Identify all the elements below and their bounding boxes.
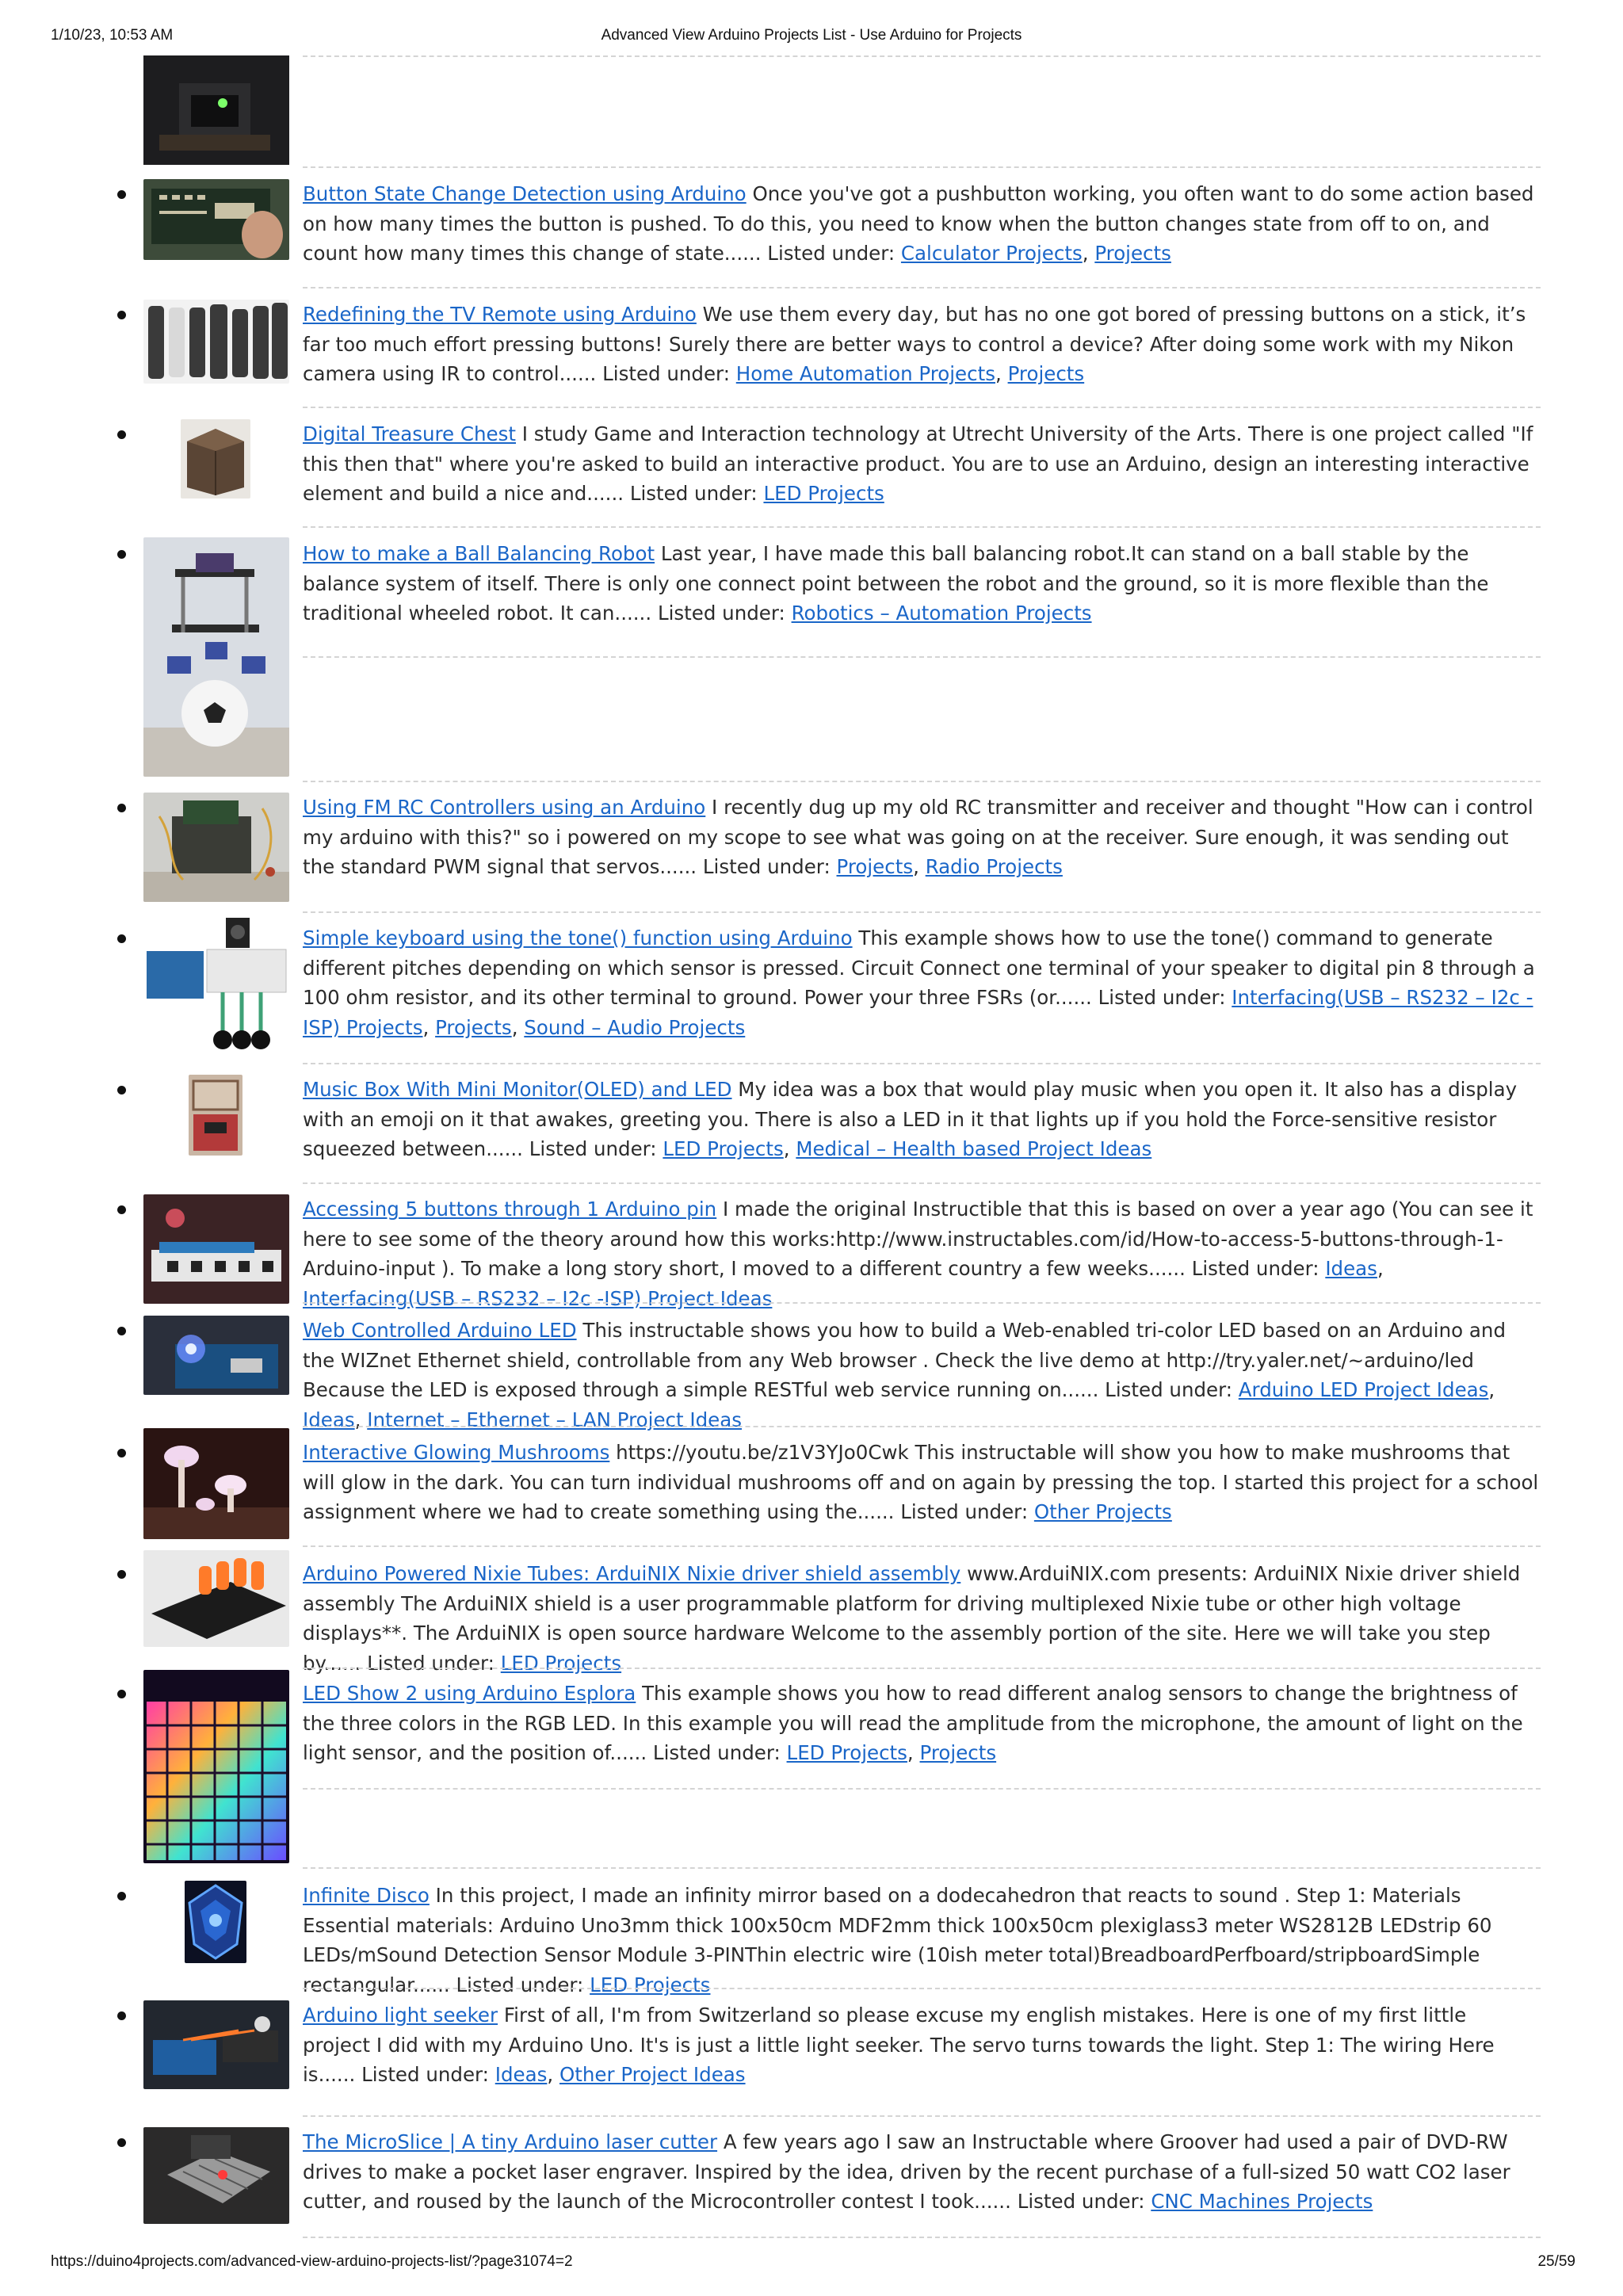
bullet [117, 1690, 126, 1698]
project-excerpt: A few years ago I saw an Instructable where Groover had used a pair of DVD-RW drives to make a pocket laser engraver. Inspired by the idea, driven by the recent purchase of a full-sized 50 watt CO2 laser cutter, and roused by the launch of the Microcontroller contest I took...... [303, 2130, 1510, 2213]
project-thumbnail[interactable] [143, 1670, 289, 1863]
print-page-title: Advanced View Arduino Projects List - Use Arduino for Projects [601, 27, 1022, 44]
project-thumbnail[interactable] [181, 419, 250, 499]
listed-under-label: Listed under: [367, 1651, 495, 1675]
project-thumbnail[interactable] [143, 300, 289, 384]
bullet [117, 430, 126, 439]
listed-under-label: Listed under: [529, 1137, 657, 1160]
category-link[interactable]: Ideas [495, 2063, 548, 2086]
project-excerpt: This instructable shows you how to build a Web-enabled tri-color LED based on an Arduino and the WIZnet Ethernet shield, controllable from any Web browser . Check the live demo at http://try.yaler.net/~arduino/led Because the LED is exposed through a simple RESTful web service running on...... [303, 1319, 1507, 1401]
separator [303, 1426, 1541, 1427]
listed-under-label: Listed under: [1017, 2190, 1145, 2213]
tag-separator: , [783, 1137, 790, 1160]
bullet [117, 804, 126, 812]
tag-separator: , [1377, 1257, 1384, 1280]
category-link[interactable]: Projects [836, 855, 914, 878]
bullet [117, 190, 126, 199]
category-link[interactable]: LED Projects [663, 1137, 784, 1160]
category-link[interactable]: LED Projects [500, 1651, 622, 1675]
project-thumbnail[interactable] [143, 1550, 289, 1647]
tag-separator: , [511, 1015, 518, 1039]
listed-under-label: Listed under: [1191, 1257, 1319, 1280]
project-entry [303, 923, 1539, 1042]
category-link[interactable]: Radio Projects [925, 855, 1063, 878]
project-excerpt: This example shows how to use the tone() command to generate different pitches depending on which sensor is pressed. Circuit Connect one terminal of your speaker to digital pin 8 through a 100 ohm resistor, and its other terminal to ground. Power your three FSRs (or...... [303, 926, 1535, 1009]
bullet [117, 1327, 126, 1335]
tag-separator: , [422, 1015, 430, 1039]
page-number: 25/59 [1537, 2253, 1575, 2270]
project-title-link[interactable]: How to make a Ball Balancing Robot [303, 542, 655, 565]
separator [303, 1867, 1541, 1869]
separator [303, 526, 1541, 528]
project-thumbnail[interactable] [143, 1194, 289, 1304]
project-title-link[interactable]: Interactive Glowing Mushrooms [303, 1441, 610, 1464]
separator [303, 287, 1541, 288]
listed-under-label: Listed under: [602, 362, 730, 385]
project-excerpt: We use them every day, but has no one got bored of pressing buttons on a stick, it’s far too much effort pressing buttons! Surely there are better ways to control a device? After doing some work with my Nikon camera using IR to control...... [303, 303, 1526, 385]
project-entry [303, 1881, 1539, 2000]
project-entry [303, 1316, 1539, 1435]
separator [303, 407, 1541, 408]
separator [303, 1182, 1541, 1184]
category-link[interactable]: LED Projects [763, 482, 884, 505]
project-thumbnail[interactable] [143, 2000, 289, 2089]
project-entry [303, 793, 1539, 882]
tag-separator: , [354, 1408, 361, 1431]
project-thumbnail[interactable] [143, 1316, 289, 1395]
category-link[interactable]: LED Projects [590, 1973, 711, 1996]
bullet [117, 1892, 126, 1901]
listed-under-label: Listed under: [361, 2063, 489, 2086]
category-link[interactable]: Home Automation Projects [735, 362, 995, 385]
project-entry [303, 2127, 1539, 2217]
category-link[interactable]: Ideas [1325, 1257, 1377, 1280]
separator [303, 1788, 1541, 1790]
project-title-link[interactable]: Simple keyboard using the tone() function using Arduino [303, 926, 853, 949]
separator [303, 2115, 1541, 2117]
separator [303, 2237, 1541, 2238]
project-excerpt: www.ArduiNIX.com presents: ArduiNIX Nixie driver shield assembly The ArduiNIX shield is a user programmable platform for driving multiplexed Nixie tube or other high voltage displays**. The ArduiNIX is open source hardware Welcome to the assembly portion of the site. Here we will take you step by...... [303, 1562, 1521, 1675]
category-link[interactable]: Robotics – Automation Projects [791, 602, 1092, 625]
project-excerpt: I study Game and Interaction technology at Utrecht University of the Arts. There is one project called "If this then that" where you're asked to build an interactive product. You are to use an Arduino, design an interesting interactive element and build a nice and...... [303, 422, 1533, 505]
project-thumbnail[interactable] [143, 915, 289, 1054]
bullet [117, 1086, 126, 1095]
project-entry [303, 539, 1539, 628]
listed-under-label: Listed under: [652, 1741, 781, 1764]
project-entry [303, 2000, 1539, 2090]
project-title-link[interactable]: Redefining the TV Remote using Arduino [303, 303, 697, 326]
separator [303, 1668, 1541, 1669]
project-thumbnail[interactable] [143, 1428, 289, 1539]
project-thumbnail[interactable] [143, 2127, 289, 2224]
project-title-link[interactable]: Arduino Powered Nixie Tubes: ArduiNIX Nixie driver shield assembly [303, 1562, 961, 1585]
project-entry [303, 179, 1539, 269]
category-link[interactable]: Other Projects [1033, 1500, 1172, 1523]
separator [303, 911, 1541, 913]
tag-separator: , [547, 2063, 554, 2086]
bullet [117, 1570, 126, 1579]
category-link[interactable]: Ideas [303, 1408, 355, 1431]
tag-separator: , [913, 855, 919, 878]
project-entry [303, 1559, 1539, 1678]
project-excerpt: Once you've got a pushbutton working, you often want to do some action based on how many times the button is pushed. To do this, you need to know when the button changes state from off to on, and count how many times this change of state...... [303, 182, 1534, 265]
tag-separator: , [995, 362, 1002, 385]
project-excerpt: My idea was a box that would play music when you open it. It also has a display with an emoji on it that awakes, greeting you. There is also a LED in it that lights up if you hold the Force-sensitive resistor squeezed between...... [303, 1078, 1518, 1160]
project-entry [303, 419, 1539, 509]
project-entry [303, 1194, 1539, 1313]
project-title-link[interactable]: Digital Treasure Chest [303, 422, 516, 445]
listed-under-label: Listed under: [1105, 1378, 1232, 1401]
bullet [117, 2011, 126, 2020]
tag-separator: , [1488, 1378, 1495, 1401]
tag-separator: , [1082, 242, 1089, 265]
project-title-link[interactable]: The MicroSlice | A tiny Arduino laser cutter [303, 2130, 718, 2153]
separator [303, 1545, 1541, 1547]
separator [303, 1988, 1541, 1989]
category-link[interactable]: Calculator Projects [900, 242, 1083, 265]
listed-under-label: Listed under: [702, 855, 831, 878]
listed-under-label: Listed under: [657, 602, 785, 625]
separator [303, 656, 1541, 658]
project-entry [303, 1679, 1539, 1768]
project-entry [303, 1438, 1539, 1527]
bullet [117, 934, 126, 943]
bullet [117, 1205, 126, 1214]
project-excerpt: This example shows you how to read different analog sensors to change the brightness of the three colors in the RGB LED. In this example you will read the amplitude from the microphone, the amount of light on the light sensor, and the position of...... [303, 1682, 1523, 1764]
project-title-link[interactable]: Web Controlled Arduino LED [303, 1319, 577, 1342]
project-entry [303, 1075, 1539, 1164]
listed-under-label: Listed under: [1098, 986, 1226, 1009]
category-link[interactable]: Interfacing(USB – RS232 – I2c -ISP) Project Ideas [303, 1286, 773, 1310]
category-link[interactable]: Projects [919, 1741, 997, 1764]
project-thumbnail[interactable] [143, 793, 289, 902]
category-link[interactable]: Medical – Health based Project Ideas [796, 1137, 1152, 1160]
category-link[interactable]: Interfacing(USB – RS232 – I2c -ISP) Projects [303, 986, 1533, 1039]
category-link[interactable]: LED Projects [786, 1741, 907, 1764]
project-thumbnail[interactable] [143, 537, 289, 777]
project-excerpt: I made the original Instructible that this is based on over a year ago (You can see it here to see some of the theory around how this works:http://www.instructables.com/id/How-to-access-5-buttons-through-1-Arduino-input ). To make a long story short, I moved to a different country a few weeks...... [303, 1198, 1533, 1280]
listed-under-label: Listed under: [900, 1500, 1029, 1523]
category-link[interactable]: Projects [1094, 242, 1171, 265]
listed-under-label: Listed under: [629, 482, 758, 505]
project-title-link[interactable]: Music Box With Mini Monitor(OLED) and LED [303, 1078, 732, 1101]
print-datetime: 1/10/23, 10:53 AM [51, 27, 174, 44]
bullet [117, 311, 126, 319]
project-title-link[interactable]: Button State Change Detection using Arduino [303, 182, 747, 205]
project-excerpt: I recently dug up my old RC transmitter and receiver and thought "How can i control my arduino with this?" so i powered on my scope to see what was going on at the receiver. Sure enough, it was sending out the standard PWM signal that servos...... [303, 796, 1533, 878]
project-title-link[interactable]: Arduino light seeker [303, 2004, 498, 2027]
separator [303, 1063, 1541, 1064]
bullet [117, 1449, 126, 1457]
category-link[interactable]: Projects [1007, 362, 1085, 385]
project-excerpt: https://youtu.be/z1V3YJo0Cwk This instructable will show you how to make mushrooms that will glow in the dark. You can turn individual mushrooms off and on again by pressing the top. I started this project for a school assignment where we had to create something using the...... [303, 1441, 1539, 1523]
project-title-link[interactable]: Using FM RC Controllers using an Arduino [303, 796, 706, 819]
project-thumbnail[interactable] [185, 1881, 246, 1963]
project-excerpt: Last year, I have made this ball balancing robot.It can stand on a ball stable by the balance system of itself. There is only one connect point between the robot and the ground, so it is more flexible than the traditional wheeled robot. It can...... [303, 542, 1489, 625]
bullet [117, 550, 126, 559]
project-title-link[interactable]: Infinite Disco [303, 1884, 430, 1907]
category-link[interactable]: Arduino LED Project Ideas [1238, 1378, 1489, 1401]
listed-under-label: Listed under: [456, 1973, 584, 1996]
project-title-link[interactable]: Accessing 5 buttons through 1 Arduino pin [303, 1198, 717, 1221]
category-link[interactable]: CNC Machines Projects [1151, 2190, 1373, 2213]
separator [303, 781, 1541, 782]
project-excerpt: In this project, I made an infinity mirror based on a dodecahedron that reacts to sound . Step 1: Materials Essential materials: Arduino Uno3mm thick 100x50cm MDF2mm thick 100x50cm plexiglass3 meter WS2812B LEDstrip 60 LEDs/mSound Detection Sensor Module 3-PINThin electric wire (10ish meter total)BreadboardPerfboard/stripboardSimple rectangular...... [303, 1884, 1492, 1996]
category-link[interactable]: Internet – Ethernet – LAN Project Ideas [367, 1408, 743, 1431]
separator [303, 1302, 1541, 1304]
listed-under-label: Listed under: [767, 242, 896, 265]
category-link[interactable]: Projects [435, 1015, 512, 1039]
category-link[interactable]: Sound – Audio Projects [524, 1015, 746, 1039]
project-title-link[interactable]: LED Show 2 using Arduino Esplora [303, 1682, 636, 1705]
print-url: https://duino4projects.com/advanced-view-arduino-projects-list/?page31074=2 [51, 2253, 573, 2270]
project-thumbnail[interactable] [143, 179, 289, 260]
category-link[interactable]: Other Project Ideas [559, 2063, 746, 2086]
tag-separator: , [907, 1741, 914, 1764]
project-entry [303, 300, 1539, 389]
project-excerpt: First of all, I'm from Switzerland so please excuse my english mistakes. Here is one of my first little project I did with my Arduino Uno. It's is just a little light seeker. The servo turns towards the light. Step 1: The wiring Here is...... [303, 2004, 1495, 2086]
bullet [117, 2138, 126, 2147]
project-thumbnail[interactable] [189, 1075, 242, 1156]
